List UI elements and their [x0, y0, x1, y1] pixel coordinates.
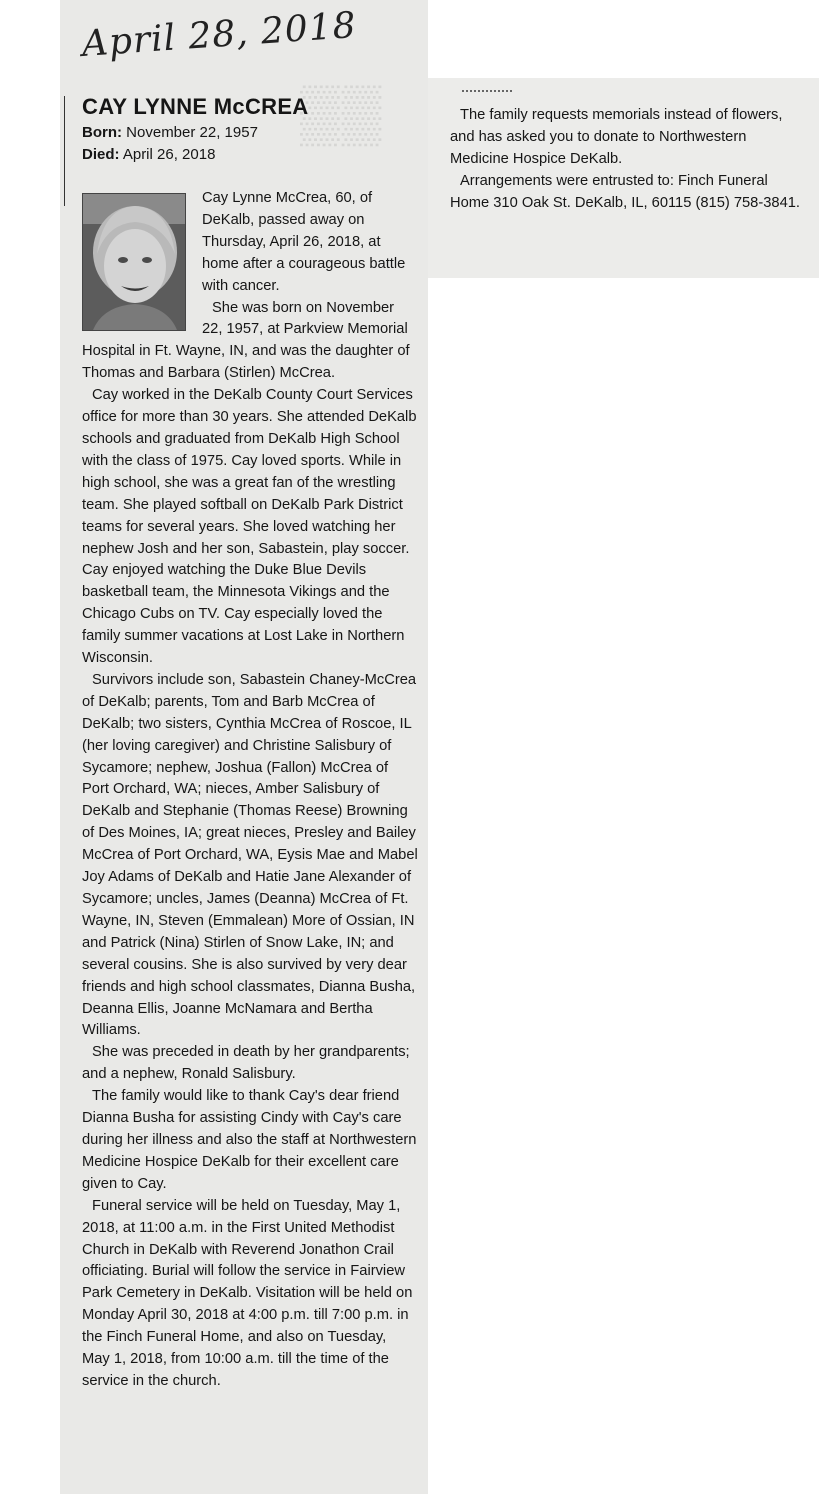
paragraph-thanks: The family would like to thank Cay's dear friend Dianna Busha for assisting Cindy with Cay's care during her illness and also the staff at Northwestern Medicine Hospice DeKalb for their excellent care given to Cay.: [82, 1088, 417, 1192]
paragraph-birth: She was born on November 22, 1957, at Parkview Memorial Hospital in Ft. Wayne, IN, and was the daughter of Thomas and Barbara (Stirlen) McCrea.: [82, 299, 410, 382]
paragraph-life: Cay worked in the DeKalb County Court Services office for more than 30 years. She attended DeKalb schools and graduated from DeKalb High School with the class of 1975. Cay loved sports. While in high school, she was a great fan of the wrestling team. She played softball on DeKalb Park District teams for several years. She loved watching her nephew Josh and her son, Sabastein, play soccer. Cay enjoyed watching the Duke Blue Devils basketball team, the Minnesota Vikings and the Chicago Cubs on TV. Cay especially loved the family summer vacations at Lost Lake in Northern Wisconsin.: [82, 387, 417, 667]
paragraph-intro: Cay Lynne McCrea, 60, of DeKalb, passed away on Thursday, April 26, 2018, at home after a courageous battle with cancer.: [202, 190, 406, 294]
born-line: [82, 124, 258, 141]
bleed-through-texture: ▒▒: [300, 83, 384, 145]
died-line: [82, 146, 215, 163]
handwritten-date: April 28, 2018: [80, 4, 358, 65]
obituary-continuation: [450, 104, 800, 214]
paragraph-services: Funeral service will be held on Tuesday, May 1, 2018, at 11:00 a.m. in the First United Methodist Church in DeKalb with Reverend Jonathon Crail officiating. Burial will follow the service in Fairview Park Cemetery in DeKalb. Visitation will be held on Monday April 30, 2018 at 4:00 p.m. till 7:00 p.m. in the Finch Funeral Home, and also on Tuesday, May 1, 2018, from 10:00 a.m. till the time of the service in the church.: [82, 1197, 413, 1389]
born-date: November 22, 1957: [126, 124, 258, 141]
born-label: Born:: [82, 124, 122, 141]
photo-spacer: [82, 188, 202, 330]
died-label: Died:: [82, 146, 120, 163]
deceased-name: CAY LYNNE McCREA: [82, 94, 309, 119]
paragraph-arrangements: Arrangements were entrusted to: Finch Funeral Home 310 Oak St. DeKalb, IL, 60115 (815) 758-3841.: [450, 173, 800, 211]
obituary-body: [82, 188, 418, 1393]
column-rule: [64, 96, 65, 206]
died-date: April 26, 2018: [122, 146, 216, 163]
paragraph-preceded: She was preceded in death by her grandparents; and a nephew, Ronald Salisbury.: [82, 1044, 410, 1083]
clipping-cut-mark: [462, 90, 512, 98]
paragraph-memorials: The family requests memorials instead of flowers, and has asked you to donate to Northwestern Medicine Hospice DeKalb.: [450, 107, 783, 167]
paragraph-survivors: Survivors include son, Sabastein Chaney-McCrea of DeKalb; parents, Tom and Barb McCrea of DeKalb; two sisters, Cynthia McCrea of Roscoe, IL (her loving caregiver) and Christine Salisbury of Sycamore; nephew, Joshua (Fallon) McCrea of Port Orchard, WA; nieces, Amber Salisbury of DeKalb and Stephanie (Thomas Reese) Browning of Des Moines, IA; great nieces, Presley and Bailey McCrea of Port Orchard, WA, Eysis Mae and Mabel Joy Adams of DeKalb and Hatie Jane Alexander of Sycamore; uncles, James (Deanna) McCrea of Ft. Wayne, IN, Steven (Emmalean) More of Ossian, IN and Patrick (Nina) Stirlen of Snow Lake, IN; and several cousins. She is also survived by very dear friends and high school classmates, Dianna Busha, Deanna Ellis, Joanne McNamara and Bertha Williams.: [82, 671, 418, 1039]
